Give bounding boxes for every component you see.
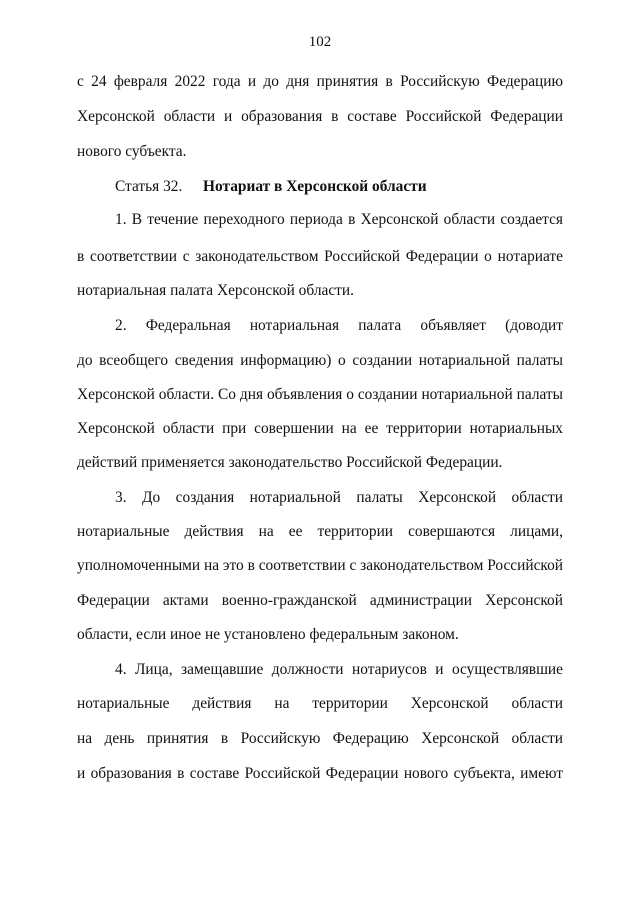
paragraph-line: области, если иное не установлено федеральным законом. bbox=[77, 626, 459, 643]
paragraph-line: и образования в составе Российской Федерации нового субъекта, имеют bbox=[77, 765, 563, 782]
paragraph-line: на день принятия в Российскую Федерацию Херсонской области bbox=[77, 730, 563, 747]
article-heading bbox=[115, 177, 427, 197]
paragraph-line: нового субъекта. bbox=[77, 143, 187, 160]
paragraph-line: нотариальные действия на ее территории совершаются лицами, bbox=[77, 523, 563, 540]
paragraph-line: в соответствии с законодательством Российской Федерации о нотариате bbox=[77, 248, 563, 265]
paragraph-line: нотариальная палата Херсонской области. bbox=[77, 282, 354, 299]
page-number: 102 bbox=[308, 34, 332, 50]
paragraph-line: действий применяется законодательство Российской Федерации. bbox=[77, 454, 503, 471]
paragraph-line: до всеобщего сведения информацию) о создании нотариальной палаты bbox=[77, 352, 563, 369]
paragraph-line: 1. В течение переходного периода в Херсонской области создается bbox=[115, 211, 563, 228]
article-title: Нотариат в Херсонской области bbox=[203, 178, 427, 195]
paragraph-line: Херсонской области при совершении на ее территории нотариальных bbox=[77, 420, 563, 437]
paragraph-line: нотариальные действия на территории Херсонской области bbox=[77, 695, 563, 712]
paragraph-line: Федерации актами военно-гражданской администрации Херсонской bbox=[77, 592, 563, 609]
paragraph-line: с 24 февраля 2022 года и до дня принятия в Российскую Федерацию bbox=[77, 73, 563, 90]
paragraph-line: Херсонской области. Со дня объявления о создании нотариальной палаты bbox=[77, 386, 563, 403]
paragraph-line: Херсонской области и образования в составе Российской Федерации bbox=[77, 108, 563, 125]
paragraph-line: 2. Федеральная нотариальная палата объявляет (доводит bbox=[115, 317, 563, 334]
article-number: Статья 32. bbox=[115, 178, 183, 195]
paragraph-line: уполномоченными на это в соответствии с законодательством Российской bbox=[77, 557, 564, 574]
paragraph-line: 4. Лица, замещавшие должности нотариусов и осуществлявшие bbox=[115, 661, 563, 678]
paragraph-line: 3. До создания нотариальной палаты Херсонской области bbox=[115, 489, 563, 506]
